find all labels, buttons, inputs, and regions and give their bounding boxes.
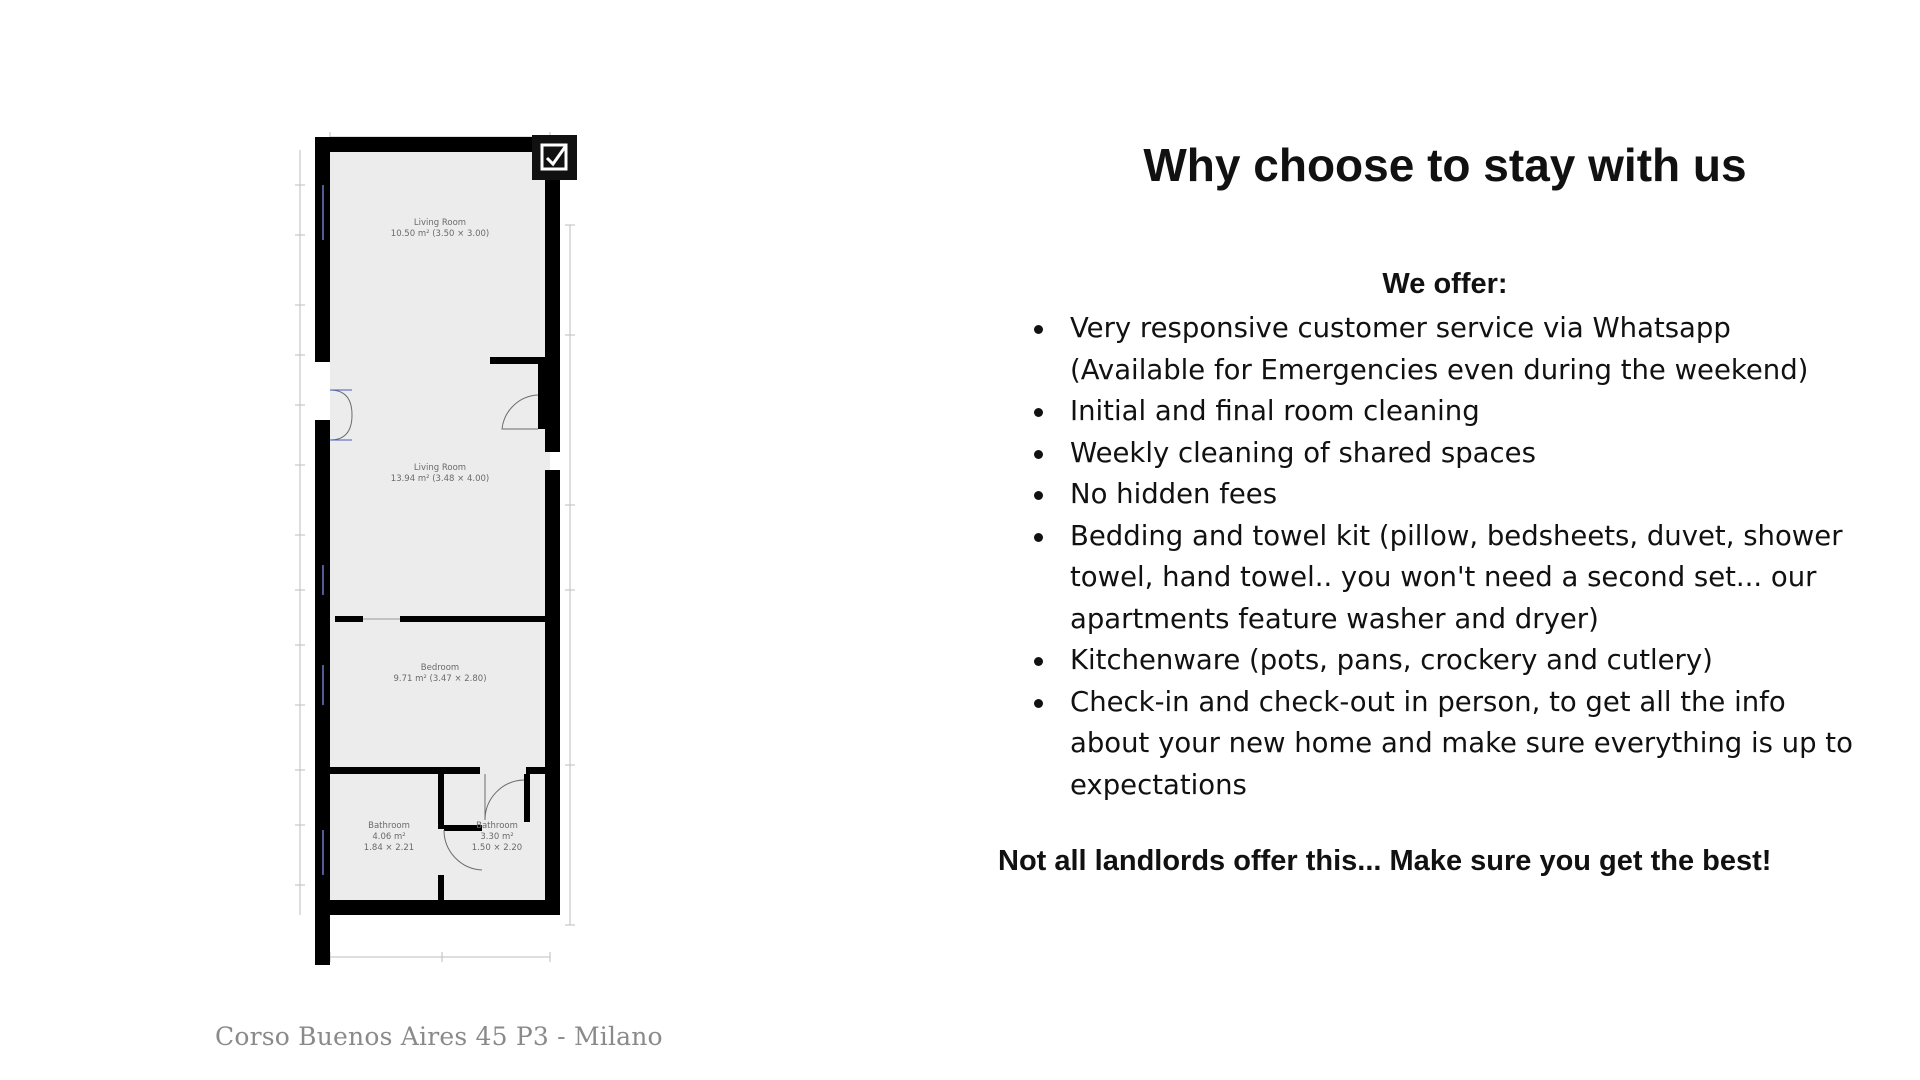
- offer-list: [1030, 308, 1860, 806]
- offer-item: No hidden fees: [1030, 474, 1860, 516]
- room-area-bathroom-2: 3.30 m²: [480, 832, 514, 842]
- room-area-bathroom-1: 4.06 m²: [372, 832, 406, 842]
- room-name-bathroom-2: Bathroom: [476, 821, 518, 831]
- offer-item: Kitchenware (pots, pans, crockery and cutlery): [1030, 640, 1860, 682]
- offer-item: Very responsive customer service via Whatsapp (Available for Emergencies even during the weekend): [1030, 308, 1860, 391]
- info-panel: [990, 138, 1870, 877]
- room-dims-bathroom-2: 1.50 × 2.20: [471, 843, 523, 853]
- address-caption: Corso Buenos Aires 45 P3 - Milano: [215, 1022, 663, 1051]
- closing-statement: Not all landlords offer this... Make sure you get the best!: [998, 845, 1772, 877]
- room-area-living-room-1: 10.50 m² (3.50 × 3.00): [390, 229, 490, 239]
- offer-heading: We offer:: [1382, 268, 1508, 300]
- floorplanner-logo-icon: [532, 135, 577, 180]
- offer-item: Bedding and towel kit (pillow, bedsheets, duvet, shower towel, hand towel.. you won't need a second set... our apartments feature washer and dryer): [1030, 516, 1860, 641]
- room-dims-bathroom-1: 1.84 × 2.21: [363, 843, 415, 853]
- page-title: Why choose to stay with us: [1143, 139, 1747, 191]
- offer-item: Weekly cleaning of shared spaces: [1030, 433, 1860, 475]
- room-name-bedroom: Bedroom: [420, 663, 460, 673]
- room-name-living-room-2: Living Room: [413, 463, 467, 473]
- floor-living-room-1: [330, 150, 550, 590]
- floor-plan-drawing: [280, 125, 600, 975]
- room-area-bedroom: 9.71 m² (3.47 × 2.80): [393, 674, 487, 684]
- offer-item: Initial and final room cleaning: [1030, 391, 1860, 433]
- offer-item: Check-in and check-out in person, to get all the info about your new home and make sure everything is up to expectations: [1030, 682, 1860, 807]
- room-name-bathroom-1: Bathroom: [368, 821, 410, 831]
- room-name-living-room-1: Living Room: [413, 218, 467, 228]
- room-area-living-room-2: 13.94 m² (3.48 × 4.00): [390, 474, 490, 484]
